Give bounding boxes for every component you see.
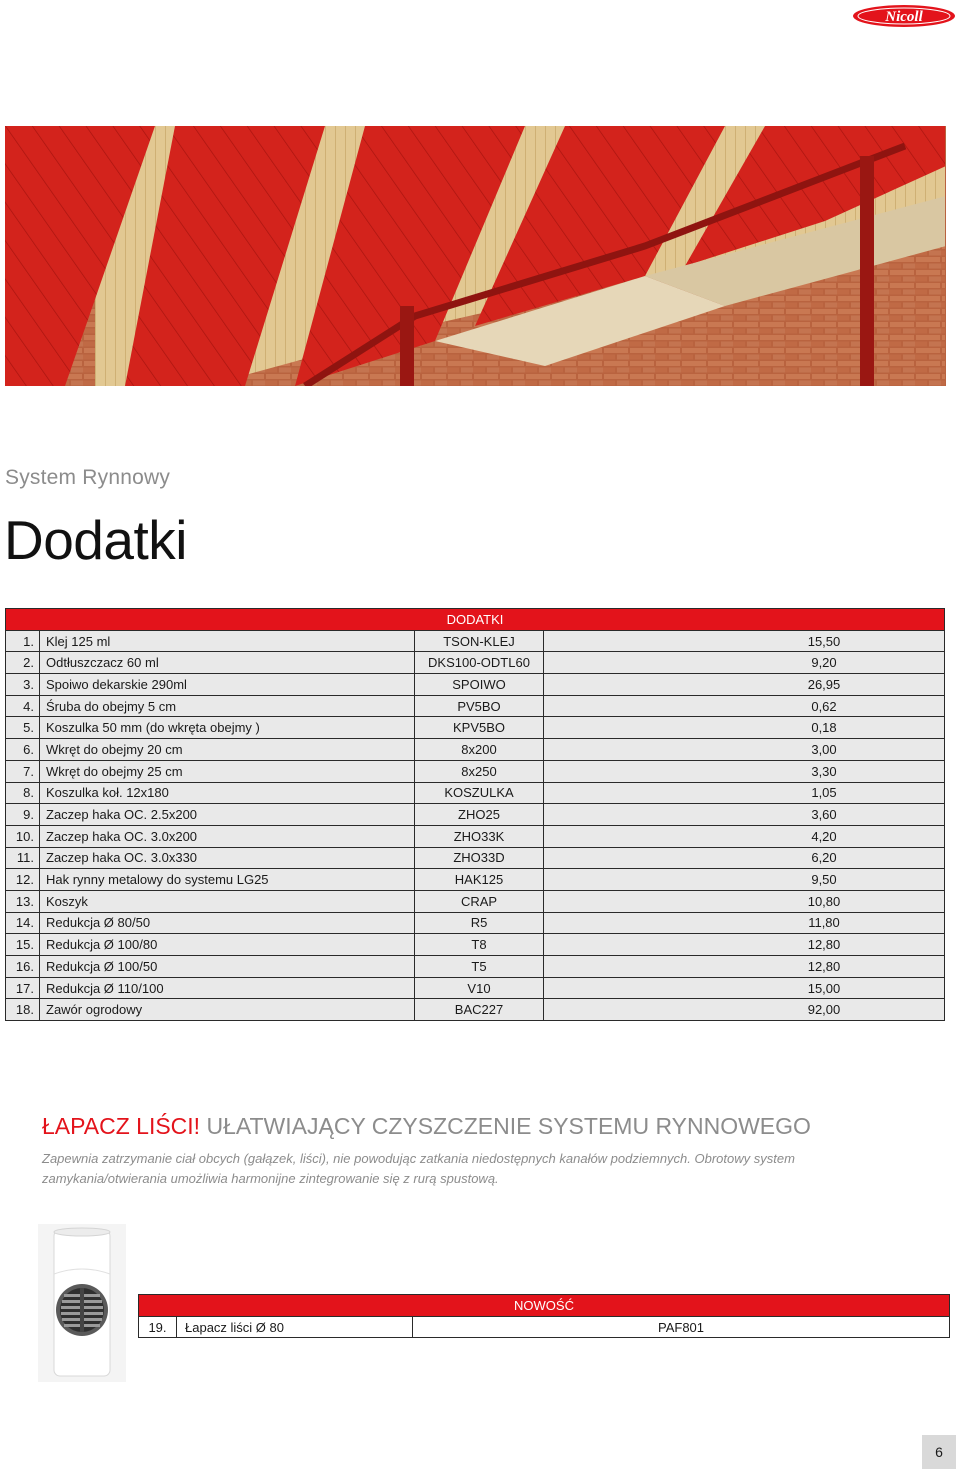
product-name: Wkręt do obejmy 25 cm xyxy=(40,760,415,782)
product-code: T5 xyxy=(415,956,544,978)
product-price: 0,18 xyxy=(544,717,945,739)
product-code: SPOIWO xyxy=(415,674,544,696)
product-name: Redukcja Ø 100/50 xyxy=(40,956,415,978)
row-number: 2. xyxy=(6,652,40,674)
product-name: Koszulka 50 mm (do wkręta obejmy ) xyxy=(40,717,415,739)
new-products-table xyxy=(138,1294,950,1338)
product-code: V10 xyxy=(415,977,544,999)
row-number: 3. xyxy=(6,674,40,696)
row-number: 17. xyxy=(6,977,40,999)
product-price: 12,80 xyxy=(544,934,945,956)
row-number: 15. xyxy=(6,934,40,956)
product-code: PAF801 xyxy=(413,1316,950,1338)
section-subtitle: System Rynnowy xyxy=(5,466,171,489)
product-price: 12,80 xyxy=(544,956,945,978)
product-code: HAK125 xyxy=(415,869,544,891)
table-row xyxy=(6,782,945,804)
product-code: R5 xyxy=(415,912,544,934)
product-name: Zawór ogrodowy xyxy=(40,999,415,1021)
table-title: DODATKI xyxy=(6,609,945,631)
row-number: 1. xyxy=(6,630,40,652)
product-price: 15,50 xyxy=(544,630,945,652)
row-number: 11. xyxy=(6,847,40,869)
product-code: CRAP xyxy=(415,890,544,912)
product-price: 1,05 xyxy=(544,782,945,804)
row-number: 5. xyxy=(6,717,40,739)
table-row xyxy=(6,652,945,674)
promo-description: Zapewnia zatrzymanie ciał obcych (gałązek, liści), nie powodując zatkania niedostępnych kanałów podziemnych. Obrotowy system zamykania/otwierania umożliwia harmonijne zintegrowanie się z rurą spustową. xyxy=(42,1151,795,1186)
product-price: 92,00 xyxy=(544,999,945,1021)
table-row xyxy=(6,890,945,912)
new-table-header-row xyxy=(139,1295,950,1317)
product-code: 8x200 xyxy=(415,739,544,761)
product-price: 10,80 xyxy=(544,890,945,912)
product-name: Redukcja Ø 100/80 xyxy=(40,934,415,956)
product-name: Łapacz liści Ø 80 xyxy=(177,1316,413,1338)
table-row xyxy=(6,999,945,1021)
row-number: 14. xyxy=(6,912,40,934)
promo-headline-red: ŁAPACZ LIŚCI! xyxy=(42,1113,201,1139)
row-number: 19. xyxy=(139,1316,177,1338)
row-number: 18. xyxy=(6,999,40,1021)
table-row xyxy=(6,717,945,739)
product-price: 3,60 xyxy=(544,804,945,826)
product-price: 6,20 xyxy=(544,847,945,869)
accessories-price-table xyxy=(5,608,945,1021)
table-row xyxy=(6,630,945,652)
product-code: T8 xyxy=(415,934,544,956)
new-table-title: NOWOŚĆ xyxy=(139,1295,950,1317)
row-number: 6. xyxy=(6,739,40,761)
row-number: 12. xyxy=(6,869,40,891)
leaf-catcher-photo xyxy=(38,1224,126,1382)
page-number: 6 xyxy=(922,1435,956,1469)
product-code: TSON-KLEJ xyxy=(415,630,544,652)
row-number: 4. xyxy=(6,695,40,717)
product-price: 9,50 xyxy=(544,869,945,891)
row-number: 13. xyxy=(6,890,40,912)
roof-gutter-photo xyxy=(5,126,946,386)
product-code: KOSZULKA xyxy=(415,782,544,804)
product-code: 8x250 xyxy=(415,760,544,782)
product-name: Spoiwo dekarskie 290ml xyxy=(40,674,415,696)
product-name: Hak rynny metalowy do systemu LG25 xyxy=(40,869,415,891)
product-code: BAC227 xyxy=(415,999,544,1021)
table-header-row xyxy=(6,609,945,631)
product-code: PV5BO xyxy=(415,695,544,717)
product-name: Zaczep haka OC. 2.5x200 xyxy=(40,804,415,826)
table-row xyxy=(6,674,945,696)
row-number: 16. xyxy=(6,956,40,978)
logo-text: Nicoll xyxy=(885,9,923,25)
row-number: 7. xyxy=(6,760,40,782)
product-name: Śruba do obejmy 5 cm xyxy=(40,695,415,717)
product-code: ZHO25 xyxy=(415,804,544,826)
product-price: 9,20 xyxy=(544,652,945,674)
product-name: Zaczep haka OC. 3.0x200 xyxy=(40,825,415,847)
product-name: Redukcja Ø 110/100 xyxy=(40,977,415,999)
product-name: Redukcja Ø 80/50 xyxy=(40,912,415,934)
table-row xyxy=(139,1316,950,1338)
table-row xyxy=(6,804,945,826)
product-price: 11,80 xyxy=(544,912,945,934)
product-code: DKS100-ODTL60 xyxy=(415,652,544,674)
promo-headline xyxy=(42,1113,811,1140)
promo-headline-grey: UŁATWIAJĄCY CZYSZCZENIE SYSTEMU RYNNOWEGO xyxy=(200,1113,811,1139)
row-number: 9. xyxy=(6,804,40,826)
product-price: 3,00 xyxy=(544,739,945,761)
nicoll-logo xyxy=(852,4,956,28)
row-number: 10. xyxy=(6,825,40,847)
product-price: 4,20 xyxy=(544,825,945,847)
product-name: Zaczep haka OC. 3.0x330 xyxy=(40,847,415,869)
product-name: Klej 125 ml xyxy=(40,630,415,652)
product-code: KPV5BO xyxy=(415,717,544,739)
product-code: ZHO33K xyxy=(415,825,544,847)
table-row xyxy=(6,934,945,956)
product-name: Odtłuszczacz 60 ml xyxy=(40,652,415,674)
product-price: 26,95 xyxy=(544,674,945,696)
product-price: 3,30 xyxy=(544,760,945,782)
product-name: Wkręt do obejmy 20 cm xyxy=(40,739,415,761)
table-row xyxy=(6,825,945,847)
product-name: Koszyk xyxy=(40,890,415,912)
product-price: 15,00 xyxy=(544,977,945,999)
product-price: 0,62 xyxy=(544,695,945,717)
product-code: ZHO33D xyxy=(415,847,544,869)
table-row xyxy=(6,847,945,869)
table-row xyxy=(6,739,945,761)
table-row xyxy=(6,869,945,891)
table-row xyxy=(6,977,945,999)
product-name: Koszulka koł. 12x180 xyxy=(40,782,415,804)
page-title: Dodatki xyxy=(4,509,187,571)
table-row xyxy=(6,912,945,934)
row-number: 8. xyxy=(6,782,40,804)
table-row xyxy=(6,956,945,978)
table-row xyxy=(6,760,945,782)
table-row xyxy=(6,695,945,717)
